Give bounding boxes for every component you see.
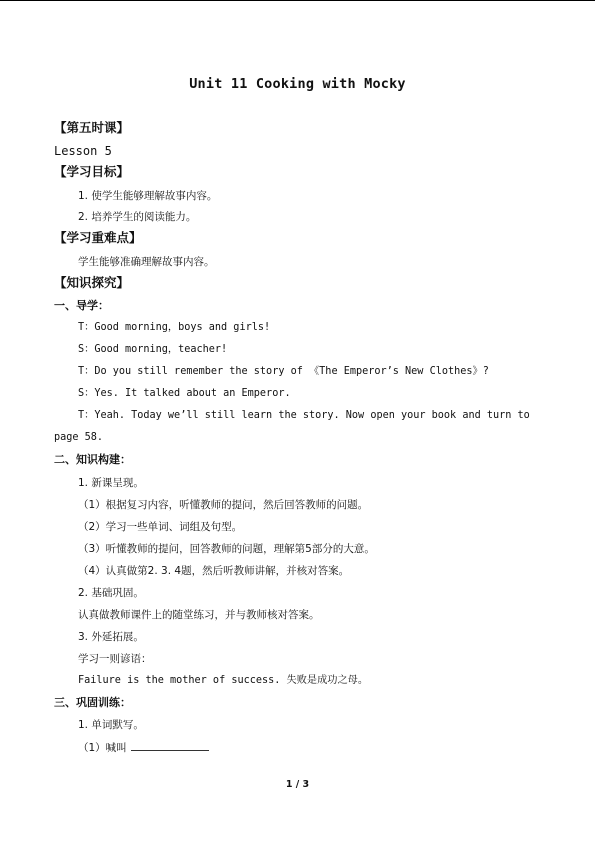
key-points-text: 学生能够准确理解故事内容。 [78, 256, 215, 268]
goal-item: 1. 使学生能够理解故事内容。 [78, 190, 218, 202]
practice-subitem-label: （1）喊叫 [78, 742, 127, 754]
section-build-heading: 二、知识构建： [54, 453, 131, 466]
build-substep: （1）根据复习内容，听懂教师的提问，然后回答教师的问题。 [78, 499, 369, 511]
goal-item: 2. 培养学生的阅读能力。 [78, 211, 197, 223]
build-substep: （3）听懂教师的提问，回答教师的问题，理解第5部分的大意。 [78, 543, 375, 555]
goals-heading: 【学习目标】 [54, 164, 130, 179]
page-number: 1 / 3 [285, 779, 310, 790]
key-points-heading: 【学习重难点】 [54, 230, 142, 245]
lesson-heading: 【第五时课】 [54, 120, 130, 135]
dialogue-line: T：Yeah. Today we’ll still learn the story. Now open your book and turn to [78, 410, 530, 421]
dialogue-line: T：Good morning，boys and girls! [78, 322, 271, 333]
section-guide-heading: 一、导学： [54, 299, 109, 312]
build-step-text: 学习一则谚语： [78, 653, 152, 665]
page-top-rule [0, 0, 595, 1]
explore-heading: 【知识探究】 [54, 275, 130, 290]
build-step-text: 认真做教师课件上的随堂练习，并与教师核对答案。 [78, 609, 320, 621]
section-practice-heading: 三、巩固训练： [54, 696, 131, 709]
answer-blank[interactable] [131, 740, 209, 751]
build-step: 2. 基础巩固。 [78, 587, 144, 599]
build-substep: （2）学习一些单词、词组及句型。 [78, 521, 243, 533]
document-title: Unit 11 Cooking with Mocky [189, 76, 406, 92]
dialogue-line: page 58. [54, 432, 104, 443]
dialogue-line: S：Good morning，teacher! [78, 344, 228, 355]
build-step: 3. 外延拓展。 [78, 631, 144, 643]
lesson-label: Lesson 5 [54, 144, 112, 158]
dialogue-line: S：Yes. It talked about an Emperor. [78, 388, 291, 399]
dialogue-line: T：Do you still remember the story of 《The Emperor’s New Clothes》? [78, 366, 489, 377]
proverb: Failure is the mother of success. 失败是成功之母。 [78, 675, 369, 686]
build-step: 1. 新课呈现。 [78, 477, 144, 489]
build-substep: （4）认真做第2. 3. 4题，然后听教师讲解，并核对答案。 [78, 565, 350, 577]
practice-item: 1. 单词默写。 [78, 719, 144, 731]
practice-subitem [78, 740, 209, 755]
